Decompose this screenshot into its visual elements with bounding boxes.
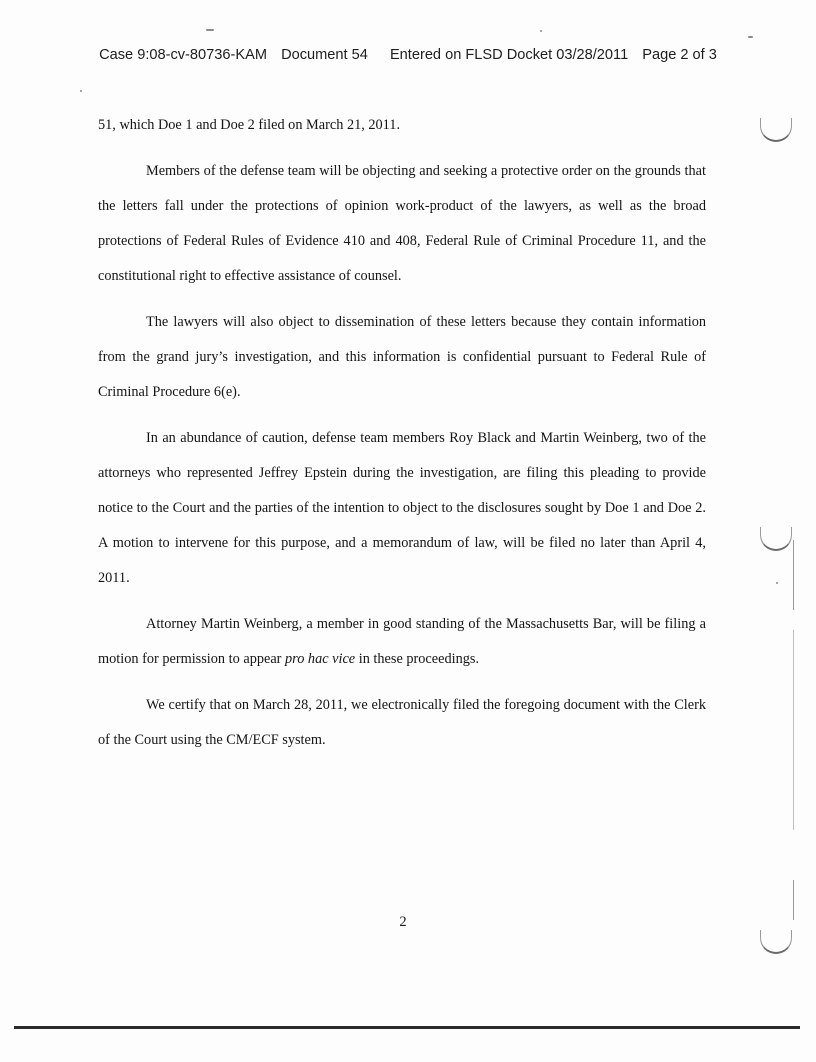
- page-info: Page 2 of 3: [642, 47, 717, 63]
- pro-hac-vice-text-end: in these proceedings.: [355, 651, 480, 667]
- scan-speck: [540, 30, 542, 32]
- pro-hac-vice-italic: pro hac vice: [285, 651, 356, 667]
- punch-hole-top: [760, 118, 792, 142]
- scan-speck: [776, 582, 778, 584]
- punch-hole-bottom: [760, 930, 792, 954]
- scan-speck: [80, 90, 82, 92]
- paragraph-grand-jury: The lawyers will also object to dissemination of these letters because they contain information from the grand jury’s investigation, and this information is confidential pursuant to Federal Rule of Criminal Procedure 6(e).: [98, 314, 706, 400]
- docket-entry: Entered on FLSD Docket 03/28/2011: [389, 47, 629, 63]
- paragraph-certificate: We certify that on March 28, 2011, we electronically filed the foregoing document with the Clerk of the Court using the CM/ECF system.: [98, 697, 706, 748]
- document-body: [98, 108, 706, 769]
- scan-edge-line-faint: [793, 630, 794, 830]
- scan-edge-line: [793, 540, 794, 610]
- scan-edge-line-lower: [793, 880, 794, 920]
- docket-header: [0, 47, 816, 63]
- scan-speck: [206, 29, 214, 31]
- paragraph-protective-order: Members of the defense team will be objecting and seeking a protective order on the grounds that the letters fall under the protections of opinion work-product of the lawyers, as well as the broad protections of Federal Rules of Evidence 410 and 408, Federal Rule of Criminal Procedure 11, and the constitutional right to effective assistance of counsel.: [98, 163, 706, 284]
- paragraph-continuation: 51, which Doe 1 and Doe 2 filed on March 21, 2011.: [98, 117, 401, 133]
- paragraph-pro-hac-vice: [98, 607, 706, 677]
- bottom-scan-border: [14, 1026, 800, 1029]
- punch-hole-middle: [760, 527, 792, 551]
- pro-hac-vice-text-start: Attorney Martin Weinberg, a member in good standing of the Massachusetts Bar, will be filing a motion for permission to appear: [98, 616, 706, 667]
- paragraph-notice: In an abundance of caution, defense team members Roy Black and Martin Weinberg, two of the attorneys who represented Jeffrey Epstein during the investigation, are filing this pleading to provide notice to the Court and the parties of the intention to object to the disclosures sought by Doe 1 and Doe 2. A motion to intervene for this purpose, and a memorandum of law, will be filed no later than April 4, 2011.: [98, 430, 706, 586]
- page-number: 2: [399, 914, 407, 930]
- case-number: Case 9:08-cv-80736-KAM: [99, 47, 267, 63]
- document-number: Document 54: [281, 47, 368, 63]
- scan-speck: [748, 36, 753, 38]
